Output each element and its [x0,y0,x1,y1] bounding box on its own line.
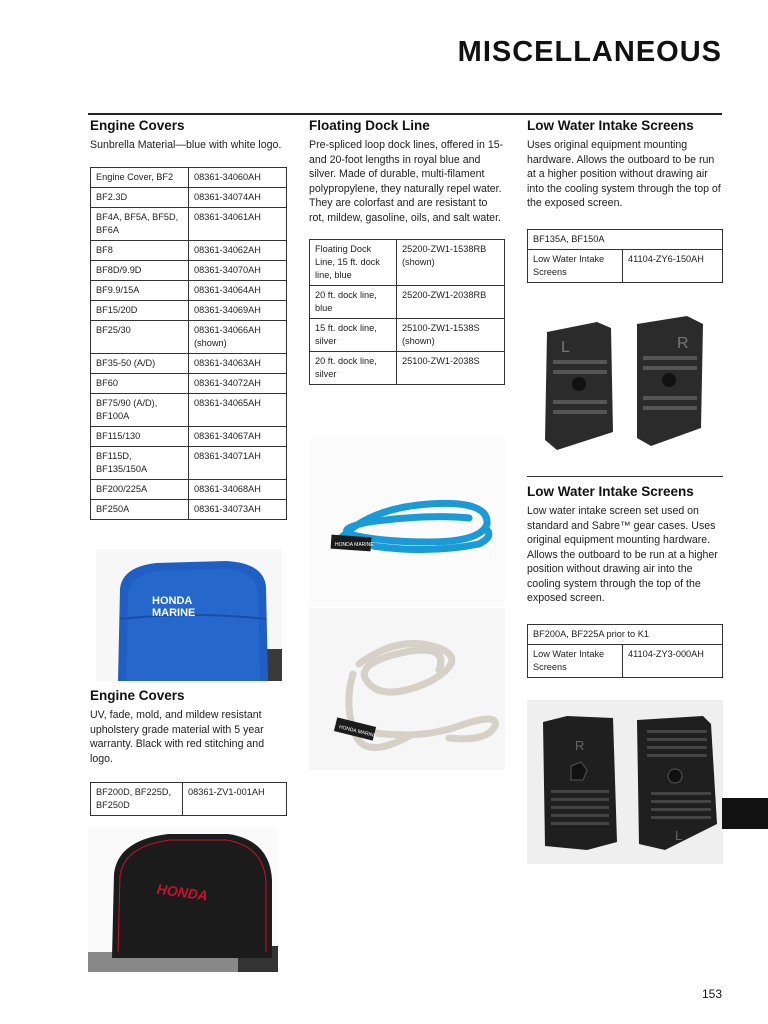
section-description: Low water intake screen set used on standard and Sabre™ gear cases. Uses original equipment mounting hardware. Allows the outboard to be run at a higher position without drawing air into the cooling system through the top of the exposed screen. [527,505,718,604]
section-tab-marker [722,798,768,829]
floating-dock-line-section [309,118,505,385]
table-cell: BF115D, BF135/150A [91,446,189,479]
section-heading: Floating Dock Line [309,118,430,133]
table-row [91,373,287,393]
page-title: MISCELLANEOUS [457,36,722,68]
screen-letter: R [575,738,585,753]
table-row [91,499,287,519]
cover-logo-subtext: MARINE [152,607,196,619]
section-divider [527,476,723,477]
table-cell: 08361-34060AH [189,167,287,187]
intake-screens-table [527,229,723,283]
table-row [310,240,505,286]
table-cell: 41104-ZY3-000AH [623,644,723,677]
table-cell: Engine Cover, BF2 [91,167,189,187]
table-cell: Floating Dock Line, 15 ft. dock line, blue [310,240,397,286]
table-head-cell: BF200A, BF225A prior to K1 [528,624,723,644]
dock-line-table [309,239,505,385]
blue-engine-cover-photo [96,549,282,681]
table-cell: 41104-ZY6-150AH [623,249,723,282]
table-cell: 08361-34063AH [189,353,287,373]
engine-covers-table-2 [90,782,287,816]
table-cell: BF200/225A [91,479,189,499]
table-cell: 08361-34064AH [189,280,287,300]
table-cell: 08361-34062AH [189,240,287,260]
table-cell: 20 ft. dock line, blue [310,286,397,319]
table-cell: 08361-34061AH [189,207,287,240]
table-cell: 08361-34065AH [189,393,287,426]
table-cell: BF4A, BF5A, BF5D, BF6A [91,207,189,240]
table-cell: 20 ft. dock line, silver [310,352,397,385]
table-row [91,393,287,426]
table-row [91,446,287,479]
section-heading: Low Water Intake Screens [527,118,694,133]
table-cell: 08361-34069AH [189,300,287,320]
table-row [310,286,505,319]
table-cell: 25200-ZW1-1538RB (shown) [397,240,505,286]
table-row [91,300,287,320]
table-row [91,479,287,499]
tag-text: HONDA MARINE [335,542,374,548]
blue-dock-line-photo [309,438,505,606]
header-rule [88,113,722,115]
table-cell: 15 ft. dock line, silver [310,319,397,352]
table-cell: 08361-34068AH [189,479,287,499]
table-row [310,352,505,385]
table-cell: BF35-50 (A/D) [91,353,189,373]
table-cell: 08361-34072AH [189,373,287,393]
section-heading: Engine Covers [90,688,185,703]
table-cell: BF9.9/15A [91,280,189,300]
cover-logo-text: HONDA [152,595,193,607]
table-cell: BF8 [91,240,189,260]
intake-screens-section [527,118,723,283]
table-cell: BF60 [91,373,189,393]
table-row [91,167,287,187]
intake-screens-photo-2 [527,700,723,864]
section-description: Sunbrella Material—blue with white logo. [90,139,282,151]
table-row [91,783,287,816]
section-description: UV, fade, mold, and mildew resistant upholstery grade material with 5 year warranty. Black with red stitching and logo. [90,709,265,765]
table-row [91,426,287,446]
table-cell: Low Water Intake Screens [528,644,623,677]
screen-letter: L [675,828,683,843]
table-cell: 25100-ZW1-2038S [397,352,505,385]
table-cell: BF75/90 (A/D), BF100A [91,393,189,426]
table-row [91,320,287,353]
page-number: 153 [701,987,722,1001]
section-description: Uses original equipment mounting hardware. Allows the outboard to be run at a higher position without drawing air into the cooling system through the top of the exposed screen. [527,139,721,209]
table-cell: BF8D/9.9D [91,260,189,280]
engine-covers-section [90,118,287,520]
intake-screens-section-2 [527,484,723,678]
tag-text: HONDA MARINE [338,724,378,740]
table-cell: 08361-34066AH (shown) [189,320,287,353]
table-cell: 08361-ZV1-001AH [183,783,287,816]
intake-screens-photo-1 [527,300,723,460]
table-cell: BF250A [91,499,189,519]
table-cell: BF25/30 [91,320,189,353]
table-cell: BF200D, BF225D, BF250D [91,783,183,816]
table-cell: 25100-ZW1-1538S (shown) [397,319,505,352]
table-row [91,260,287,280]
table-cell: 25200-ZW1-2038RB [397,286,505,319]
engine-covers-table [90,167,287,520]
engine-covers-section-2 [90,688,287,816]
table-row [91,240,287,260]
table-cell: 08361-34070AH [189,260,287,280]
table-head-cell: BF135A, BF150A [528,229,723,249]
table-cell: BF15/20D [91,300,189,320]
screen-letter: R [677,335,689,352]
table-cell: Low Water Intake Screens [528,249,623,282]
table-row [91,353,287,373]
table-row [91,207,287,240]
table-cell: 08361-34073AH [189,499,287,519]
table-cell: BF2.3D [91,187,189,207]
table-row [310,319,505,352]
screen-letter: L [561,339,570,356]
table-cell: 08361-34071AH [189,446,287,479]
section-description: Pre-spliced loop dock lines, offered in 15- and 20-foot lengths in royal blue and silver. Made of durable, multi-filament polypropylene, they naturally repel water. They are colorfast and are resistant to rot, mildew, gasoline, oils, and salt water. [309,139,504,224]
table-cell: 08361-34074AH [189,187,287,207]
section-heading: Engine Covers [90,118,185,133]
table-row [91,280,287,300]
table-cell: BF115/130 [91,426,189,446]
silver-dock-line-photo [309,608,505,770]
table-row [91,187,287,207]
cover-logo-text: HONDA [155,880,209,904]
black-engine-cover-photo [88,828,278,972]
intake-screens-table-2 [527,624,723,678]
section-heading: Low Water Intake Screens [527,484,694,499]
table-cell: 08361-34067AH [189,426,287,446]
